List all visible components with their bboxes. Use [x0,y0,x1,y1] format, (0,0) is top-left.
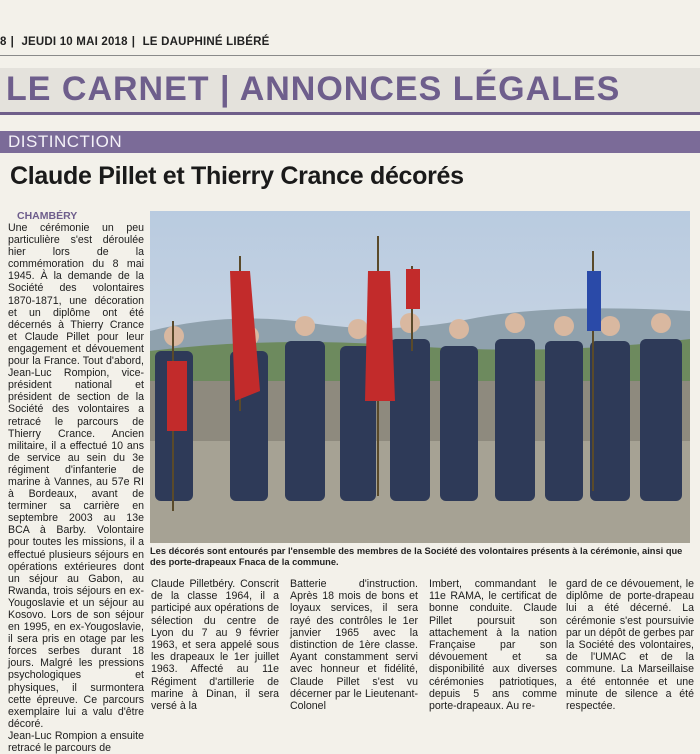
article-column-5: gard de ce dévouement, le diplôme de porte-drapeau lui a été décerné. La cérémonie s'est poursuivie par un dépôt de gerbes par la Société des volontaires, de l'UMAC et de la commune. La Marseillaise a été entonnée et une minute de silence a été respectée. [566,578,694,713]
header-rule [0,55,700,56]
article-column-2: Claude Pilletbéry. Conscrit de la classe 1964, il a participé aux opérations de sélection du centre de Lyon du 7 au 9 février 1963, et sera appelé sous les drapeaux le 1er juillet 1963. Affecté au 11e Régiment d'artillerie de marine à Dinan, il sera versé à la [151,578,279,713]
article-column-1 [8,222,144,754]
issue-date: JEUDI 10 MAI 2018 [21,36,128,48]
photo-caption: Les décorés sont entourés par l'ensemble des membres de la Société des volontaires présents à la cérémonie, ainsi que des porte-drapeaux Fnaca de la commune. [150,546,683,567]
article-column-4: Imbert, commandant le 11e RAMA, le certificat de bonne conduite. Claude Pillet poursuit son attachement à la nation Française par son dévouement et sa disponibilité aux diverses cérémonies patriotiques, depuis 5 ans comme porte-drapeaux. Au re- [429,578,557,713]
column-1-text: Une cérémonie un peu particulière s'est déroulée hier lors de la commémoration du 8 mai 1945. À la demande de la Société des volontaires 1870-1871, une décoration et un diplôme ont été décernés à Thierry Crance et Claude Pillet pour leur engagement et dévouement pour la France. Tout d'abord, Jean-Luc Rompion, vice-président national et président de section de la Société des volontaires a retracé le parcours de Thierry Crance. Ancien militaire, il a effectué 10 ans de service au sein du 3e régiment d'infanterie de marine à Vannes, au 57e RI à Bordeaux, avant de terminer sa carrière en septembre 2003 au 13e BCA à Barby. Volontaire pour toutes les missions, il a effectué plusieurs séjours en opérations extérieures dont un séjour au Gabon, au Rwanda, trois séjours en ex-Yougoslavie et un séjour au Kosovo. Lors de son séjour en 1995, en ex-Yougoslavie, il sera pris en otage par les forces serbes durant 18 jours. Malgré les pressions psychologiques et physiques, il surmontera cette épreuve. Ce parcours exemplaire lui a valu d'être décoré. [8,222,144,730]
column-1-text-end: Jean-Luc Rompion a ensuite retracé le parcours de [8,729,144,754]
ceremony-photo [150,211,690,543]
section-title: LE CARNET | ANNONCES LÉGALES [6,70,621,108]
article-dateline: CHAMBÉRY [17,210,78,222]
article-column-3: Batterie d'instruction. Après 18 mois de bons et loyaux services, il sera rayé des contrôles le 1er janvier 1965 avec la distinction de 1ère classe. Ayant constamment servi avec honneur et fidélité, Claude Pillet s'est vu décerner par le Lieutenant-Colonel [290,578,418,713]
category-label: DISTINCTION [8,132,123,151]
page-header: 8 | JEUDI 10 MAI 2018 | LE DAUPHINÉ LIBÉRÉ [0,36,270,48]
article-headline: Claude Pillet et Thierry Crance décorés [10,162,464,190]
page-number: 8 [0,36,7,48]
section-banner [0,68,700,115]
newspaper-name: LE DAUPHINÉ LIBÉRÉ [142,36,270,48]
ceremony-photo-drawing [150,211,690,543]
category-bar [0,131,700,153]
